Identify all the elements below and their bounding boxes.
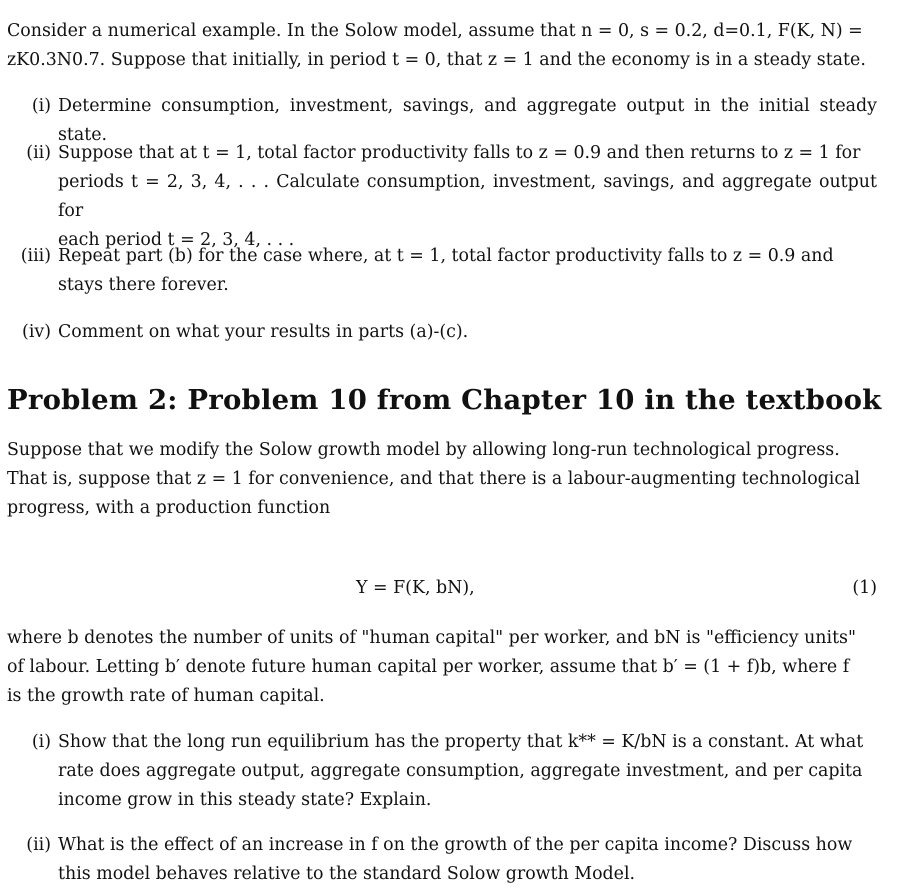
item-label: (i) [31,96,51,116]
after-line2: of labour. Letting b′ denote future human capital per worker, assume that b′ = (1 + f)b, where f [7,657,850,677]
after-line1: where b denotes the number of units of "human capital" per worker, and bN is "efficiency units" [7,628,856,648]
item-text: What is the effect of an increase in f on the growth of the per capita income? Discuss how [58,835,853,855]
item-text: stays there forever. [58,275,229,295]
production-function-equation: Y = F(K, bN), [356,578,475,598]
item-text: Show that the long run equilibrium has the property that k** = K/bN is a constant. At what [58,732,864,752]
item-text: income grow in this steady state? Explain. [58,790,432,810]
problem2-intro-line3: progress, with a production function [7,498,331,518]
item-text: Determine consumption, investment, savings, and aggregate output in the initial steady state. [58,96,877,145]
item-label: (iv) [22,322,51,342]
item-text: Comment on what your results in parts (a)-(c). [58,322,469,342]
problem1-intro [7,17,877,75]
problem2-heading: Problem 2: Problem 10 from Chapter 10 in the textbook [7,384,882,416]
item-text: Repeat part (b) for the case where, at t = 1, total factor productivity falls to z = 0.9 and [58,246,834,266]
item-label: (iii) [20,246,51,266]
problem2-intro-line2: That is, suppose that z = 1 for convenience, and that there is a labour-augmenting technological [7,469,861,489]
item-text: each period t = 2, 3, 4, . . . [58,230,295,250]
problem1-item-iii [7,242,877,300]
problem2-intro-line1: Suppose that we modify the Solow growth model by allowing long-run technological progress. [7,440,840,460]
problem2-item-i [7,728,877,815]
problem2-after-equation [7,624,877,711]
problem1-intro-line1: Consider a numerical example. In the Solow model, assume that n = 0, s = 0.2, d=0.1, F(K, N) = [7,21,863,41]
problem1-intro-line2: zK0.3N0.7. Suppose that initially, in period t = 0, that z = 1 and the economy is in a steady state. [7,50,866,70]
problem2-item-ii [7,831,877,889]
after-line3: is the growth rate of human capital. [7,686,325,706]
item-text: this model behaves relative to the standard Solow growth Model. [58,864,636,884]
equation-number: (1) [852,578,877,598]
problem1-item-ii [7,139,877,255]
item-text: periods t = 2, 3, 4, . . . Calculate consumption, investment, savings, and aggregate output for [58,172,877,221]
item-label: (ii) [26,143,51,163]
problem1-item-iv [7,318,877,347]
item-label: (ii) [26,835,51,855]
item-text: rate does aggregate output, aggregate consumption, aggregate investment, and per capita [58,761,863,781]
item-text: Suppose that at t = 1, total factor productivity falls to z = 0.9 and then returns to z = 1 for [58,143,861,163]
problem2-intro [7,436,877,523]
item-label: (i) [31,732,51,752]
